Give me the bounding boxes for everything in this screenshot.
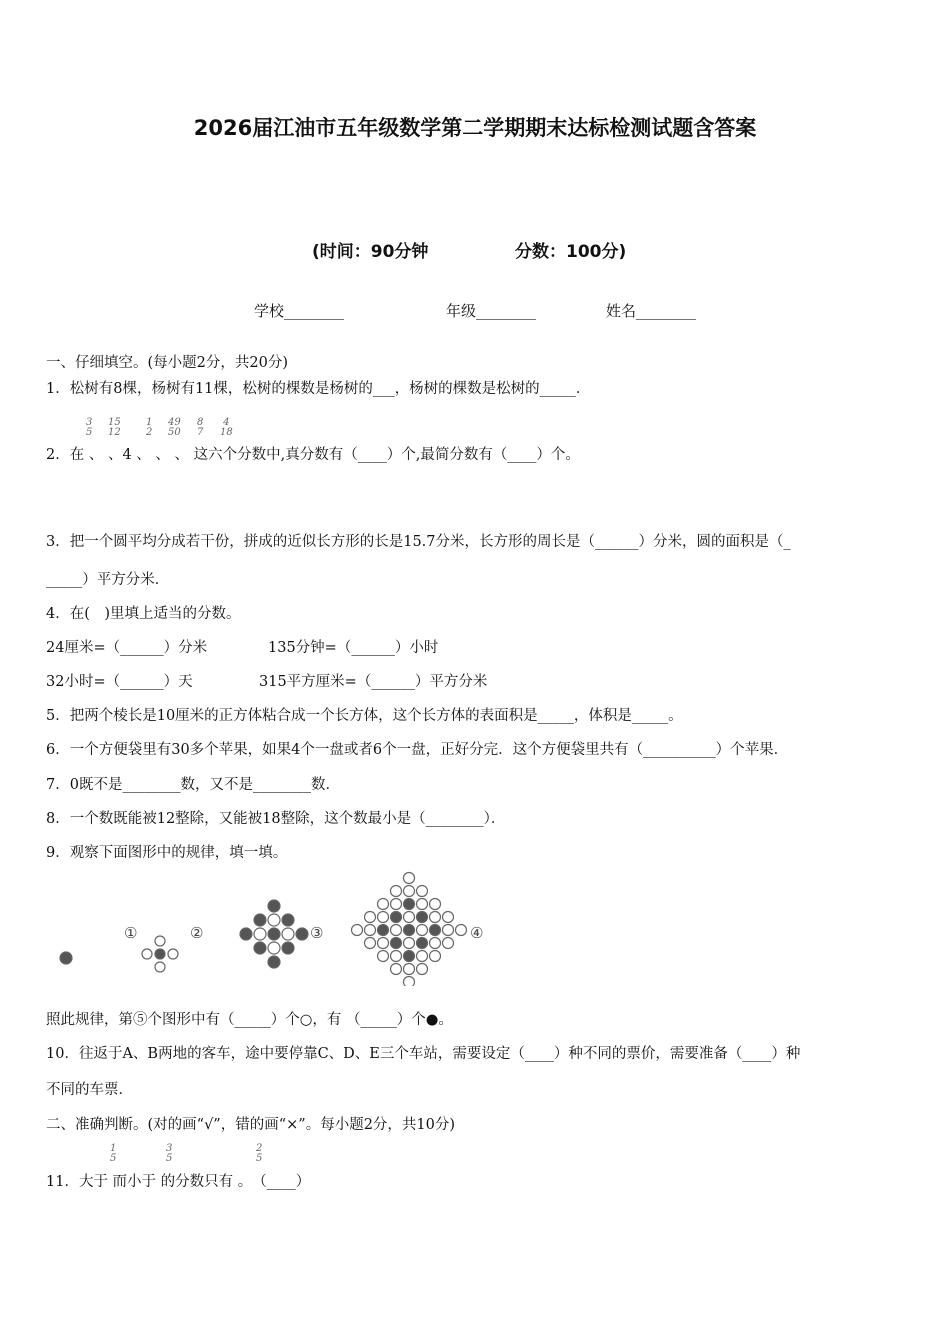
question-5: 5．把两个棱长是10厘米的正方体粘合成一个长方体，这个长方体的表面积是_____，体积是_____。 [46, 708, 683, 724]
fraction-2-5: 2 5 [256, 1143, 263, 1164]
exam-time: (时间：90分钟 [312, 242, 429, 262]
question-1: 1．松树有8棵，杨树有11棵，松树的棵数是杨树的___，杨树的棵数是松树的_____． [46, 381, 591, 397]
hollow-dot [417, 964, 428, 975]
hollow-dot [417, 899, 428, 910]
filled-dot [268, 956, 280, 968]
hollow-dot [391, 899, 402, 910]
school-field: 学校________ [254, 302, 345, 320]
filled-dot [240, 928, 252, 940]
hollow-dot [430, 938, 441, 949]
question-3-line-1: 3．把一个圆平均分成若干份，拼成的近似长方形的长是15.7分米，长方形的周长是（______）分米，圆的面积是（_ [46, 534, 791, 550]
fraction-1-5: 1 5 [110, 1143, 117, 1164]
question-4: 4．在( )里填上适当的分数。 [46, 606, 241, 622]
hollow-dot [404, 964, 415, 975]
question-4b: 135分钟=（______）小时 [268, 640, 439, 656]
hollow-dot [365, 938, 376, 949]
filled-dot [417, 912, 428, 923]
filled-dot [155, 949, 165, 959]
hollow-dot [430, 899, 441, 910]
fraction-49-50: 49 50 [168, 417, 181, 438]
hollow-dot [456, 925, 467, 936]
filled-dot [391, 912, 402, 923]
hollow-dot [352, 925, 363, 936]
hollow-dot [430, 951, 441, 962]
filled-dot [268, 900, 280, 912]
hollow-dot [404, 977, 415, 987]
hollow-dot [430, 912, 441, 923]
exam-score: 分数：100分) [515, 242, 627, 262]
hollow-dot [365, 912, 376, 923]
hollow-dot [168, 949, 178, 959]
filled-dot [282, 942, 294, 954]
hollow-dot [391, 951, 402, 962]
hollow-dot [391, 886, 402, 897]
figure-label-2: ② [190, 924, 204, 942]
question-4a: 24厘米=（______）分米 [46, 640, 208, 656]
hollow-dot [378, 899, 389, 910]
question-10-line-1: 10．往返于A、B两地的客车，途中要停靠C、D、E三个车站，需要设定（____）种不同的票价，需要准备（____）种 [46, 1046, 801, 1062]
filled-dot [254, 914, 266, 926]
hollow-dot [443, 912, 454, 923]
fraction-3-5: 3 5 [86, 417, 93, 438]
fraction-1-2: 1 2 [146, 417, 153, 438]
hollow-dot [378, 938, 389, 949]
question-10-line-2: 不同的车票． [46, 1082, 133, 1098]
filled-dot [417, 938, 428, 949]
filled-dot [268, 928, 280, 940]
filled-dot [296, 928, 308, 940]
hollow-dot [378, 912, 389, 923]
hollow-dot [391, 925, 402, 936]
hollow-dot [417, 886, 428, 897]
hollow-dot [391, 964, 402, 975]
filled-dot [404, 899, 415, 910]
hollow-dot [404, 873, 415, 884]
hollow-dot [282, 928, 294, 940]
filled-dot [378, 925, 389, 936]
question-9-answer: 照此规律，第⑤个图形中有（_____）个○，有 （_____）个●。 [46, 1012, 453, 1028]
hollow-dot [417, 925, 428, 936]
filled-dot [254, 942, 266, 954]
filled-dot [282, 914, 294, 926]
question-7: 7．0既不是________数，又不是________数． [46, 777, 340, 793]
hollow-dot [443, 938, 454, 949]
hollow-dot [404, 938, 415, 949]
fraction-4-18: 4 18 [220, 417, 233, 438]
filled-dot [430, 925, 441, 936]
figure-label-4: ④ [470, 924, 484, 942]
filled-dot [391, 938, 402, 949]
fraction-15-12: 15 12 [108, 417, 121, 438]
hollow-dot [443, 925, 454, 936]
hollow-dot [404, 912, 415, 923]
filled-dot [404, 925, 415, 936]
hollow-dot [404, 886, 415, 897]
question-3-line-2: _____）平方分米． [46, 572, 170, 588]
fraction-8-7: 8 7 [197, 417, 204, 438]
hollow-dot [155, 962, 165, 972]
name-field: 姓名________ [606, 302, 697, 320]
hollow-dot [254, 928, 266, 940]
figure-label-1: ① [124, 924, 138, 942]
section-1-heading: 一、仔细填空。(每小题2分，共20分) [46, 355, 288, 371]
hollow-dot [417, 951, 428, 962]
question-11: 11．大于 而小于 的分数只有 。 （____） [46, 1174, 311, 1190]
section-2-heading: 二、准确判断。(对的画“√”，错的画“×”。每小题2分，共10分) [46, 1117, 456, 1133]
page-title: 2026届江油市五年级数学第二学期期末达标检测试题含答案 [193, 116, 757, 140]
filled-dot [404, 951, 415, 962]
hollow-dot [268, 942, 280, 954]
fraction-3-5: 3 5 [166, 1143, 173, 1164]
hollow-dot [365, 925, 376, 936]
question-4c: 32小时=（______）天 [46, 674, 193, 690]
question-6: 6．一个方便袋里有30多个苹果，如果4个一盘或者6个一盘，正好分完．这个方便袋里共有（__________）个苹果． [46, 742, 789, 758]
grade-field: 年级________ [446, 302, 537, 320]
hollow-dot [155, 936, 165, 946]
question-8: 8．一个数既能被12整除，又能被18整除，这个数最小是（________）． [46, 811, 506, 827]
hollow-dot [142, 949, 152, 959]
question-4d: 315平方厘米=（______）平方分米 [259, 674, 488, 690]
dot-pattern-figure [40, 868, 520, 986]
question-9: 9．观察下面图形中的规律，填一填。 [46, 845, 288, 861]
question-2: 2．在 、 、4 、 、 、 这六个分数中,真分数有（____）个,最简分数有（____）个。 [46, 447, 580, 463]
figure-label-3: ③ [310, 924, 324, 942]
hollow-dot [268, 914, 280, 926]
hollow-dot [378, 951, 389, 962]
filled-dot [60, 952, 72, 964]
